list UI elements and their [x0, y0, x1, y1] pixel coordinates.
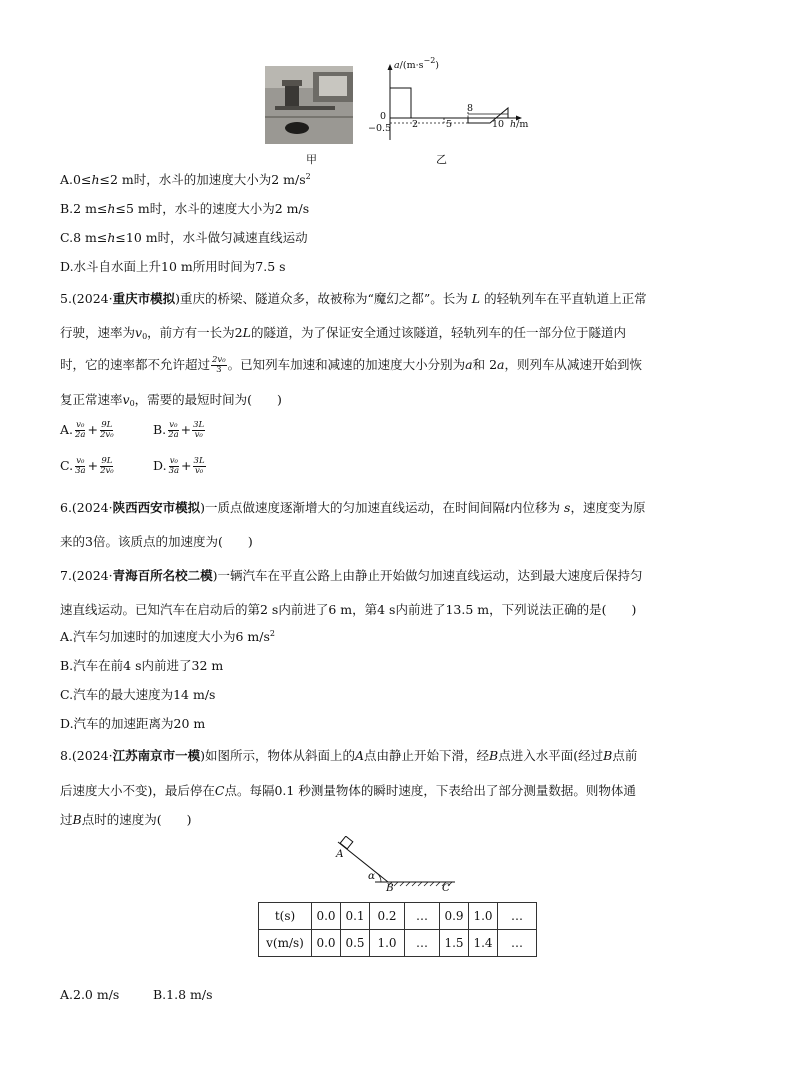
well-photo	[265, 66, 353, 144]
table-cell: 0.9	[440, 903, 469, 930]
q8-line-2: 后速度大小不变)，最后停在C点。每隔0.1 秒测量物体的瞬时速度，下表给出了部分测量数据。则物体通	[60, 783, 636, 798]
table-cell: 1.5	[440, 930, 469, 957]
graph-caption: 乙	[436, 153, 447, 166]
sliding-block	[340, 836, 353, 849]
q7-option-a: A.汽车匀加速时的加速度大小为6 $m/s^2$	[60, 629, 276, 644]
table-cell: …	[405, 930, 440, 957]
y-axis-arrow	[388, 64, 393, 70]
table-row-t	[259, 903, 537, 930]
q5-option-b: B. $\frac{\text{v₀}}{2a}$ + $\frac{3L}{\text{v₀}}$	[153, 420, 205, 440]
q4-option-c: C.8 m≤h≤10 m时，水斗做匀减速直线运动	[60, 230, 308, 245]
table-cell: 0.2	[370, 903, 405, 930]
tick-2: 2	[412, 119, 419, 130]
alpha-label: α	[368, 870, 376, 882]
q6-line-1: 6.(2024·陕西西安市模拟)一质点做速度逐渐增大的匀加速直线运动，在时间间隔t内位移为 s，速度变为原	[60, 500, 646, 515]
q7-line-1: 7.(2024·青海百所名校二模)一辆汽车在平直公路上由静止开始做匀加速直线运动，达到最大速度后保持匀	[60, 568, 643, 583]
table-header-v: v(m/s)	[259, 930, 312, 957]
segment-0-2	[390, 88, 411, 118]
q4-option-d: D.水斗自水面上升10 m所用时间为7.5 s	[60, 259, 286, 274]
q8-line-3: 过B点时的速度为( )	[60, 812, 192, 827]
table-row-v	[259, 930, 537, 957]
q5-source: 重庆市模拟	[112, 291, 176, 306]
q5-line-2: 行驶，速率为$v_0$，前方有一长为2L的隧道，为了保证安全通过该隧道，轻轨列车的任一部分位于隧道内	[60, 325, 626, 341]
q8-option-b: B.1.8 m/s	[153, 987, 213, 1002]
incline-figure-svg	[330, 836, 460, 894]
table-cell: 1.0	[469, 903, 498, 930]
tick-5: 5	[446, 119, 453, 130]
q5-option-a: A. $\frac{\text{v₀}}{2a}$ + $\frac{9L}{\text{2v₀}}$	[60, 420, 114, 440]
q5-option-d: D. $\frac{\text{v₀}}{3a}$ + $\frac{3L}{\text{v₀}}$	[153, 456, 205, 476]
tick-10: 10	[492, 119, 505, 130]
point-b-label: B	[386, 882, 394, 894]
table-cell: 0.0	[312, 903, 341, 930]
table-cell: …	[405, 903, 440, 930]
q7-option-c: C.汽车的最大速度为14 m/s	[60, 687, 216, 702]
tick-neg: −0.5	[368, 123, 392, 134]
q8-source: 江苏南京市一模	[112, 748, 201, 763]
tick-zero: 0	[380, 111, 387, 122]
incline-figure	[330, 836, 460, 894]
q4-option-b: B.2 m≤h≤5 m时，水斗的速度大小为2 m/s	[60, 201, 310, 216]
table-cell: 1.0	[370, 930, 405, 957]
velocity-table	[258, 902, 537, 957]
y-axis-label: $a/(m\cdot s^{-2})$	[394, 56, 439, 71]
q4-option-a: A.0≤h≤2 m时，水斗的加速度大小为2 $m/s^2$	[60, 172, 311, 187]
q7-option-d: D.汽车的加速距离为20 m	[60, 716, 206, 731]
table-cell: 0.1	[341, 903, 370, 930]
point-c-label: C	[442, 882, 451, 894]
q6-line-2: 来的3倍。该质点的加速度为( )	[60, 534, 253, 549]
q6-source: 陕西西安市模拟	[112, 500, 201, 515]
q5-line-3: 时，它的速率都不允许超过 $\frac{\text{2v₀}}{3}$ 。已知列车加速和减速的加速度大小分别为a和 2a，则列车从减速开始到恢	[60, 355, 643, 375]
q5-option-c: C. $\frac{\text{v₀}}{3a}$ + $\frac{9L}{\text{2v₀}}$	[60, 456, 114, 476]
x-axis-label: h/m	[510, 119, 529, 130]
q7-line-2: 速直线运动。已知汽车在启动后的第2 s内前进了6 m，第4 s内前进了13.5 m，下列说法正确的是( )	[60, 602, 637, 617]
acceleration-graph	[368, 56, 538, 150]
tick-8: 8	[467, 103, 474, 114]
table-cell: …	[498, 903, 537, 930]
point-a-label: A	[336, 848, 344, 860]
q7-source: 青海百所名校二模	[112, 568, 213, 583]
q5-line-1: 5.(2024·重庆市模拟)重庆的桥梁、隧道众多，故被称为“魔幻之都”。长为 L 的轻轨列车在平直轨道上正常	[60, 291, 647, 306]
acceleration-graph-svg	[368, 56, 538, 150]
table-cell: 1.4	[469, 930, 498, 957]
well-photo-drawing	[265, 66, 353, 144]
q8-line-1: 8.(2024·江苏南京市一模)如图所示，物体从斜面上的A点由静止开始下滑，经B点进入水平面(经过B点前	[60, 748, 638, 763]
q5-speed-limit-fraction: $\frac{\text{2v₀}}{3}$	[212, 355, 226, 375]
q5-line-4: 复正常速率$v_0$，需要的最短时间为( )	[60, 392, 282, 408]
photo-caption: 甲	[306, 153, 317, 166]
table-cell: 0.0	[312, 930, 341, 957]
table-header-t: t(s)	[259, 903, 312, 930]
table-cell: …	[498, 930, 537, 957]
table-cell: 0.5	[341, 930, 370, 957]
q8-option-a: A.2.0 m/s	[60, 987, 120, 1002]
q7-option-b: B.汽车在前4 s内前进了32 m	[60, 658, 224, 673]
